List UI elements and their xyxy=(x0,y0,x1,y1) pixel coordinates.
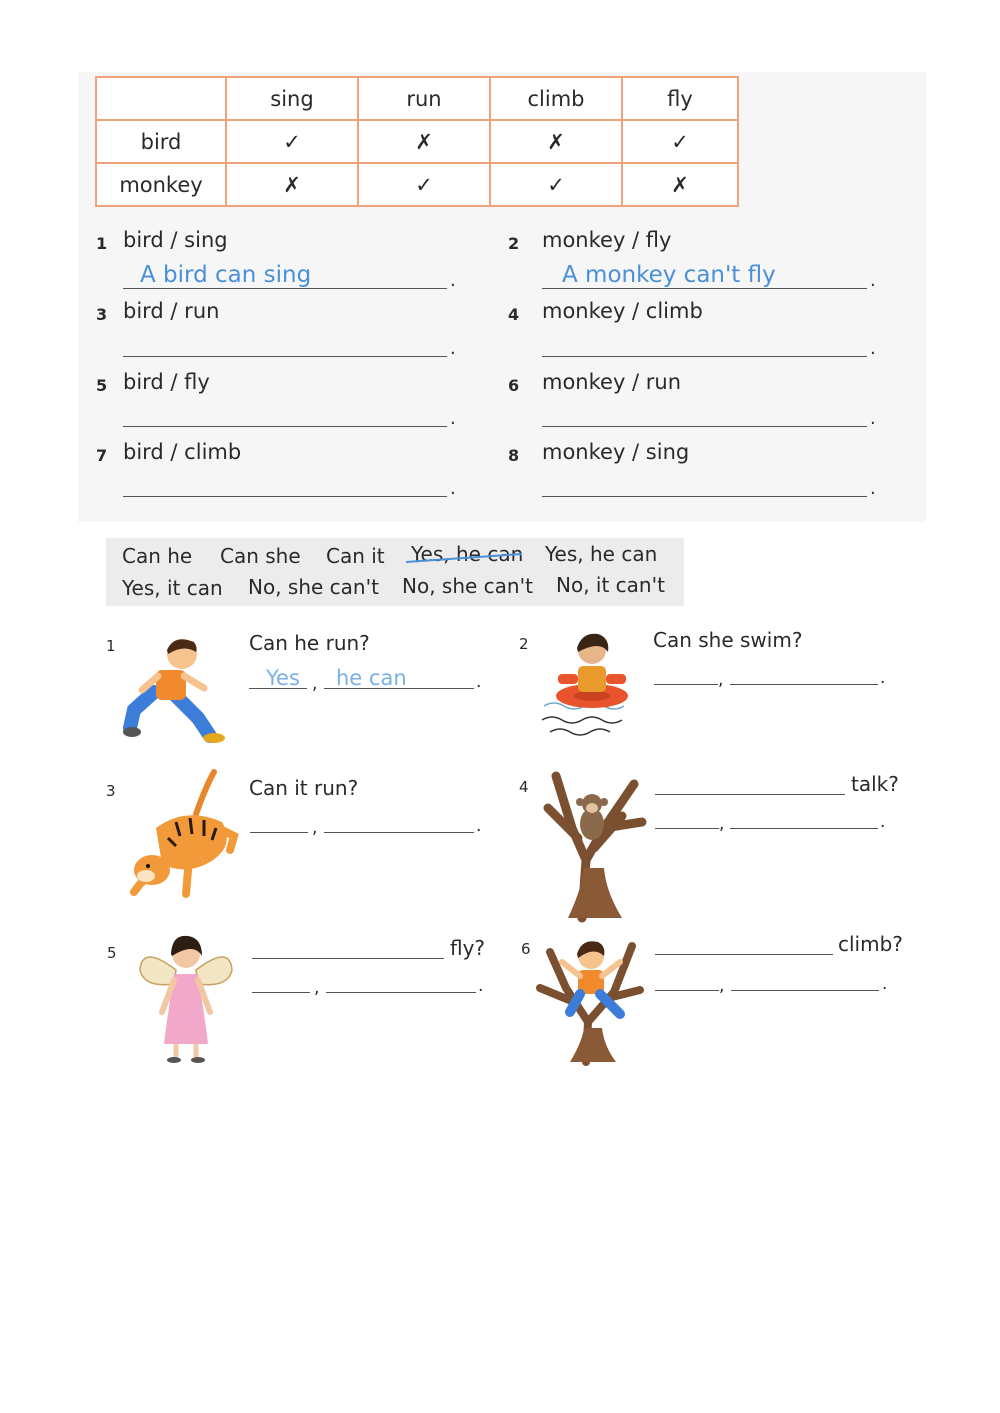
full-stop: . xyxy=(882,974,888,994)
comma: , xyxy=(719,976,725,996)
cross-mark: ✗ xyxy=(226,163,358,206)
answer-line[interactable] xyxy=(542,496,867,497)
picture-question: Can she swim? xyxy=(653,628,803,652)
full-stop: . xyxy=(880,812,886,832)
word-option: No, it can't xyxy=(556,573,665,597)
full-stop: . xyxy=(880,668,886,688)
question-number: 2 xyxy=(508,234,520,253)
answer-long-line[interactable] xyxy=(731,990,879,991)
question-prompt: monkey / fly xyxy=(542,228,672,252)
table-header-cell: climb xyxy=(490,77,622,120)
question-number: 2 xyxy=(519,635,529,653)
comma: , xyxy=(314,978,320,998)
cross-mark: ✗ xyxy=(490,120,622,163)
question-prompt: bird / run xyxy=(123,299,220,323)
answer-short-line[interactable] xyxy=(654,684,718,685)
comma: , xyxy=(718,670,724,690)
question-number: 4 xyxy=(508,305,520,324)
word-option: Can she xyxy=(220,544,301,568)
answer-short-line[interactable] xyxy=(249,688,307,689)
answer-line[interactable] xyxy=(542,288,867,289)
question-prompt: monkey / sing xyxy=(542,440,690,464)
answer-short-line[interactable] xyxy=(250,832,308,833)
answer-text: A monkey can't fly xyxy=(562,262,776,288)
answer-long-line[interactable] xyxy=(730,828,878,829)
question-number: 1 xyxy=(96,234,108,253)
answer-short-line[interactable] xyxy=(655,990,719,991)
answer-yes-no: Yes xyxy=(266,666,300,690)
picture-question: talk? xyxy=(851,772,899,796)
full-stop: . xyxy=(476,672,482,692)
question-prompt: monkey / climb xyxy=(542,299,703,323)
full-stop: . xyxy=(870,408,876,429)
question-number: 3 xyxy=(106,782,116,800)
question-prompt: bird / fly xyxy=(123,370,210,394)
answer-short-line[interactable] xyxy=(655,828,719,829)
check-mark: ✓ xyxy=(358,163,490,206)
question-number: 1 xyxy=(106,637,116,655)
tiger-icon xyxy=(126,766,240,908)
picture-question: climb? xyxy=(838,932,903,956)
full-stop: . xyxy=(450,408,456,429)
full-stop: . xyxy=(476,816,482,836)
comma: , xyxy=(719,814,725,834)
table-header-cell: sing xyxy=(226,77,358,120)
full-stop: . xyxy=(870,338,876,359)
answer-short-line[interactable] xyxy=(252,992,310,993)
question-prompt: bird / sing xyxy=(123,228,228,252)
full-stop: . xyxy=(450,478,456,499)
fairy-girl-icon xyxy=(136,926,236,1066)
full-stop: . xyxy=(478,976,484,996)
table-row-label: bird xyxy=(96,120,226,163)
word-option: Can it xyxy=(326,544,385,568)
question-number: 7 xyxy=(96,446,108,465)
word-option: No, she can't xyxy=(248,575,379,599)
running-boy-icon xyxy=(124,632,236,748)
table-header-cell: run xyxy=(358,77,490,120)
full-stop: . xyxy=(870,270,876,291)
check-mark: ✓ xyxy=(226,120,358,163)
word-option: Yes, it can xyxy=(122,576,223,600)
question-number: 6 xyxy=(508,376,520,395)
answer-long-line[interactable] xyxy=(324,832,474,833)
question-number: 4 xyxy=(519,778,529,796)
answer-long-line[interactable] xyxy=(730,684,878,685)
cross-mark: ✗ xyxy=(622,163,738,206)
answer-line[interactable] xyxy=(123,288,447,289)
check-mark: ✓ xyxy=(622,120,738,163)
cross-mark: ✗ xyxy=(358,120,490,163)
answer-line[interactable] xyxy=(542,356,867,357)
word-option: No, she can't xyxy=(402,574,533,598)
check-mark: ✓ xyxy=(490,163,622,206)
word-option: Can he xyxy=(122,544,193,568)
table-header-row xyxy=(96,77,738,120)
full-stop: . xyxy=(450,270,456,291)
comma: , xyxy=(312,818,318,838)
full-stop: . xyxy=(450,338,456,359)
word-option: Yes, he can xyxy=(545,542,658,566)
table-header-cell: fly xyxy=(622,77,738,120)
word-option-used: Yes, he can xyxy=(411,542,524,566)
picture-question: Can he run? xyxy=(249,631,370,655)
answer-line[interactable] xyxy=(123,426,447,427)
question-number: 5 xyxy=(96,376,108,395)
answer-line[interactable] xyxy=(123,356,447,357)
question-prompt: monkey / run xyxy=(542,370,682,394)
table-row-label: monkey xyxy=(96,163,226,206)
table-header-cell xyxy=(96,77,226,120)
picture-question: fly? xyxy=(450,936,486,960)
question-number: 5 xyxy=(107,944,117,962)
question-prompt: bird / climb xyxy=(123,440,242,464)
answer-long-line[interactable] xyxy=(324,688,474,689)
answer-text: A bird can sing xyxy=(140,262,312,288)
swimming-girl-icon xyxy=(538,628,638,744)
boy-in-tree-icon xyxy=(536,932,644,1064)
question-number: 8 xyxy=(508,446,520,465)
picture-question: Can it run? xyxy=(249,776,359,800)
answer-line[interactable] xyxy=(123,496,447,497)
answer-rest: he can xyxy=(336,666,407,690)
ability-table xyxy=(95,76,739,207)
table-row xyxy=(96,163,738,206)
answer-long-line[interactable] xyxy=(326,992,476,993)
question-line[interactable] xyxy=(655,794,845,795)
answer-line[interactable] xyxy=(542,426,867,427)
question-line[interactable] xyxy=(655,954,833,955)
full-stop: . xyxy=(870,478,876,499)
question-number: 3 xyxy=(96,305,108,324)
question-line[interactable] xyxy=(252,958,444,959)
question-number: 6 xyxy=(521,940,531,958)
table-row xyxy=(96,120,738,163)
monkey-in-tree-icon xyxy=(542,768,646,920)
comma: , xyxy=(312,674,318,694)
